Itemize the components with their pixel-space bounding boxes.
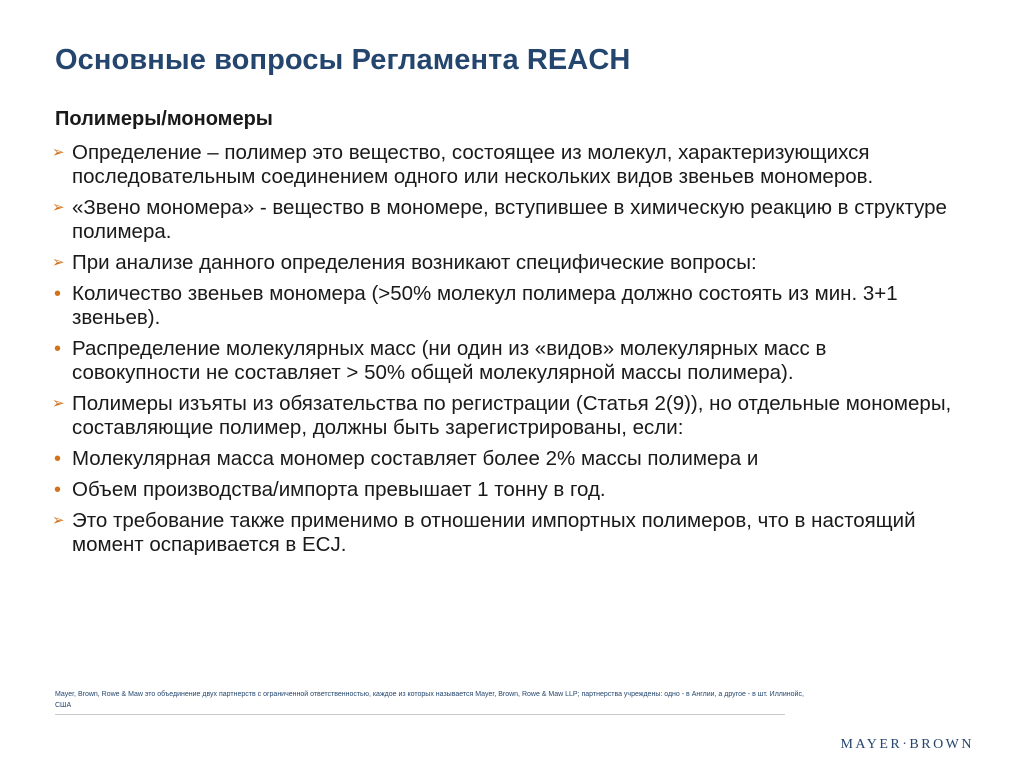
bullet-item bbox=[52, 251, 952, 275]
bullet-text: Полимеры изъяты из обязательства по регистрации (Статья 2(9)), но отдельные мономеры, составляющие полимер, должны быть зарегистрированы, если: bbox=[72, 392, 952, 439]
dot-bullet-icon: • bbox=[54, 283, 62, 305]
bullet-list bbox=[52, 141, 952, 564]
slide-subtitle: Полимеры/мономеры bbox=[55, 108, 273, 130]
dot-bullet-icon: • bbox=[54, 479, 62, 501]
bullet-text: Молекулярная масса мономер составляет более 2% массы полимера и bbox=[72, 447, 759, 470]
arrow-bullet-icon: ➢ bbox=[52, 254, 65, 271]
bullet-text: Объем производства/импорта превышает 1 тонну в год. bbox=[72, 478, 606, 501]
bullet-text: Это требование также применимо в отношении импортных полимеров, что в настоящий момент оспаривается в ECJ. bbox=[72, 509, 916, 556]
company-logo: MAYER·BROWN bbox=[840, 737, 974, 752]
dot-bullet-icon: • bbox=[54, 338, 62, 360]
footnote: Mayer, Brown, Rowe & Maw это объединение двух партнерств с ограниченной ответственностью, каждое из которых называется Mayer, Brown, Rowe & Maw LLP; партнерства учреждены: одно - в Англии, а другое - в шт. Иллинойс, США bbox=[55, 691, 804, 709]
arrow-bullet-icon: ➢ bbox=[52, 144, 65, 161]
footer-divider bbox=[55, 714, 785, 715]
bullet-item bbox=[52, 337, 952, 385]
arrow-bullet-icon: ➢ bbox=[52, 395, 65, 412]
bullet-text: При анализе данного определения возникают специфические вопросы: bbox=[72, 251, 757, 274]
dot-bullet-icon: • bbox=[54, 448, 62, 470]
bullet-item bbox=[52, 509, 952, 557]
bullet-text: Распределение молекулярных масс (ни один из «видов» молекулярных масс в совокупности не составляет > 50% общей молекулярной массы полимера). bbox=[72, 337, 827, 384]
bullet-item bbox=[52, 447, 952, 471]
arrow-bullet-icon: ➢ bbox=[52, 199, 65, 216]
bullet-text: Определение – полимер это вещество, состоящее из молекул, характеризующихся последовательным соединением одного или нескольких видов звеньев мономеров. bbox=[72, 141, 874, 188]
bullet-item bbox=[52, 392, 952, 440]
arrow-bullet-icon: ➢ bbox=[52, 512, 65, 529]
bullet-item bbox=[52, 141, 952, 189]
bullet-text: Количество звеньев мономера (>50% молекул полимера должно состоять из мин. 3+1 звеньев). bbox=[72, 282, 898, 329]
bullet-item bbox=[52, 196, 952, 244]
slide-title: Основные вопросы Регламента REACH bbox=[55, 44, 631, 76]
bullet-item bbox=[52, 282, 952, 330]
bullet-text: «Звено мономера» - вещество в мономере, вступившее в химическую реакцию в структуре полимера. bbox=[72, 196, 947, 243]
bullet-item bbox=[52, 478, 952, 502]
